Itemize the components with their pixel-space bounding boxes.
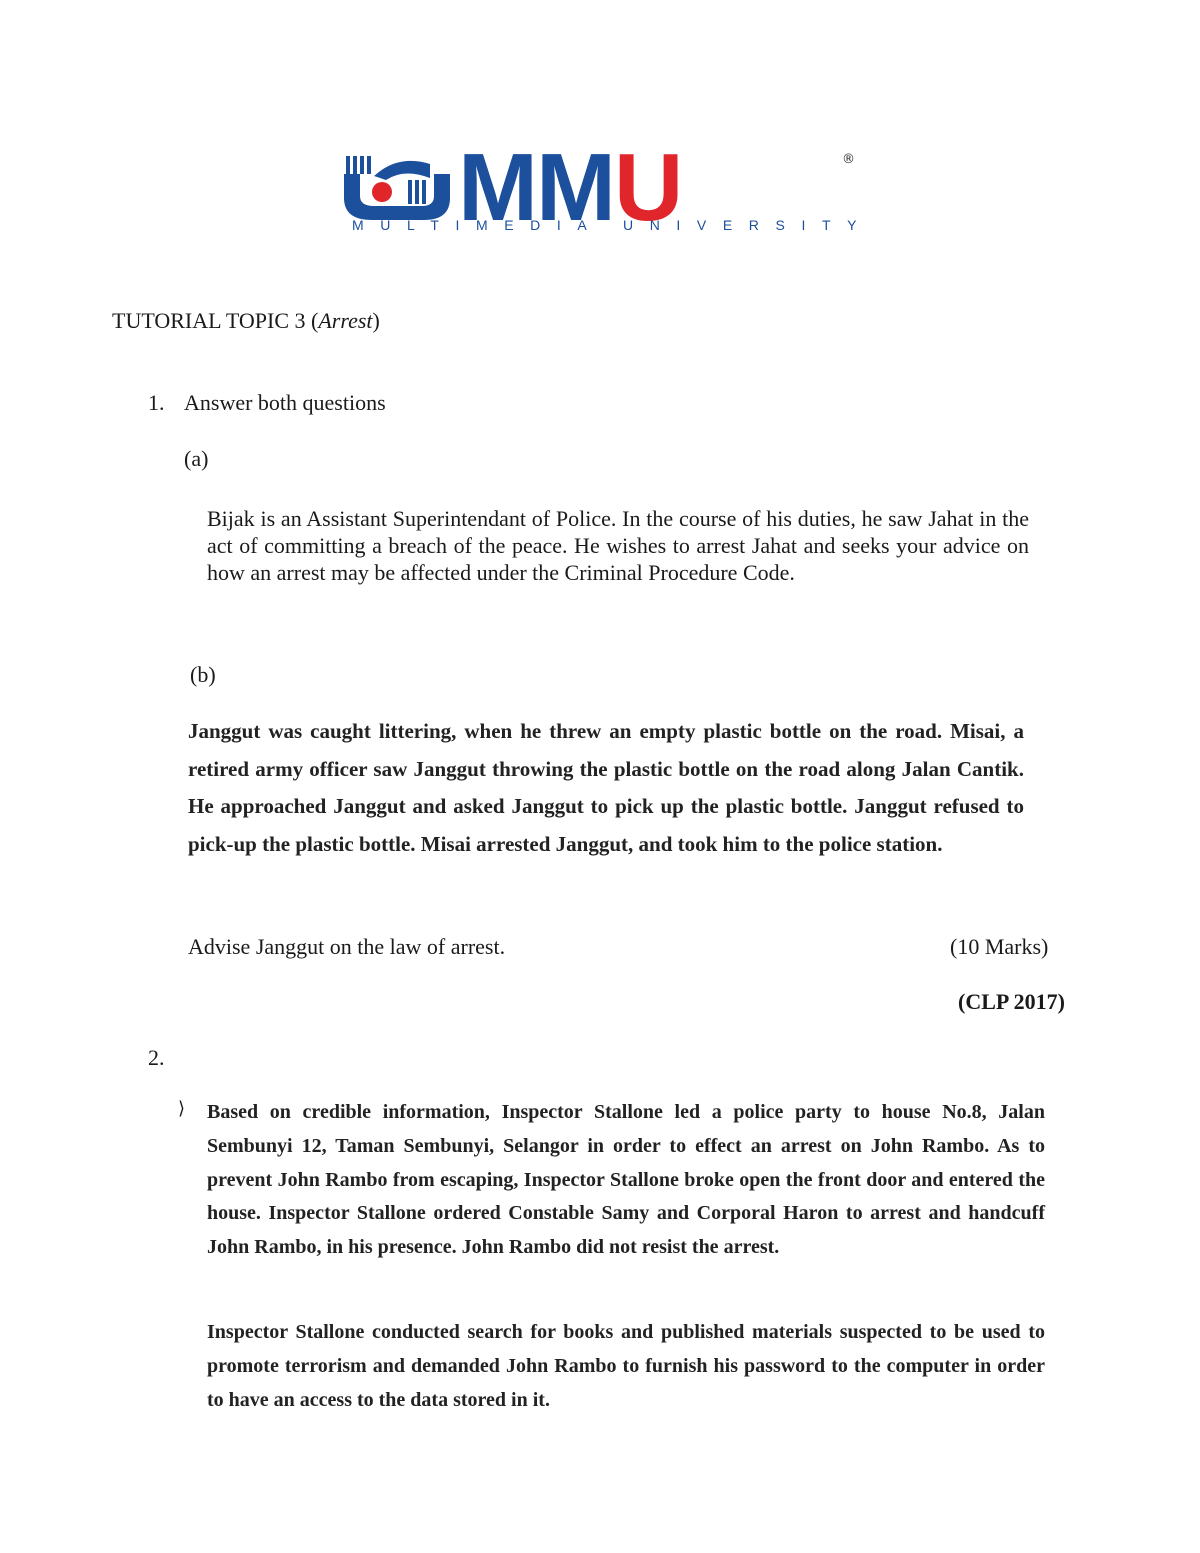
page-title: TUTORIAL TOPIC 3 (Arrest) bbox=[112, 308, 380, 333]
question-2-paragraph-1: Based on credible information, Inspector Stallone led a police party to house No.8, Jalan Sembunyi 12, Taman Sembunyi, Selangor in order to effect an arrest on John Rambo. As to prevent John Rambo from escaping, Inspector Stallone broke open the front door and entered the house. Inspector Stallone ordered Constable Samy and Corporal Haron to arrest and handcuff John Rambo, in his presence. John Rambo did not resist the arrest. bbox=[207, 1101, 1045, 1259]
question-2-paragraph-2: Inspector Stallone conducted search for books and published materials suspected to be used to promote terrorism and demanded John Rambo to furnish his password to the computer in order to have an access to the data stored in it. bbox=[207, 1321, 1045, 1411]
part-b-instruction: Advise Janggut on the law of arrest. bbox=[188, 934, 506, 959]
bullet-icon: ⟩ bbox=[178, 1098, 186, 1118]
logo-wordmark: MMU bbox=[458, 134, 682, 241]
part-b-label: (b) bbox=[190, 662, 216, 687]
part-b-text: Janggut was caught littering, when he threw an empty plastic bottle on the road. Misai, a retired army officer saw Janggut throwing the plastic bottle on the road along Jalan Cantik. He approached Janggut and asked Janggut to pick up the plastic bottle. Janggut refused to pick-up the plastic bottle. Misai arrested Janggut, and took him to the police station. bbox=[188, 719, 1024, 856]
source-label: (CLP 2017) bbox=[958, 989, 1065, 1014]
part-a-text: Bijak is an Assistant Superintendant of Police. In the course of his duties, he saw Jahat in the act of committing a breach of the peace. He wishes to arrest Jahat and seeks your advice on how an arrest may be affected under the Criminal Procedure Code. bbox=[207, 506, 1029, 585]
marks-label: (10 Marks) bbox=[950, 934, 1049, 959]
registered-mark: ® bbox=[842, 152, 855, 167]
question-1-instruction: Answer both questions bbox=[184, 390, 386, 415]
logo-subline: MULTIMEDIA UNIVERSITY bbox=[352, 217, 874, 233]
question-2-number: 2. bbox=[148, 1045, 165, 1070]
mmu-logo bbox=[338, 134, 878, 246]
mmu-emblem-icon bbox=[338, 154, 456, 224]
question-1-number: 1. bbox=[148, 390, 165, 415]
part-a-label: (a) bbox=[184, 446, 209, 471]
